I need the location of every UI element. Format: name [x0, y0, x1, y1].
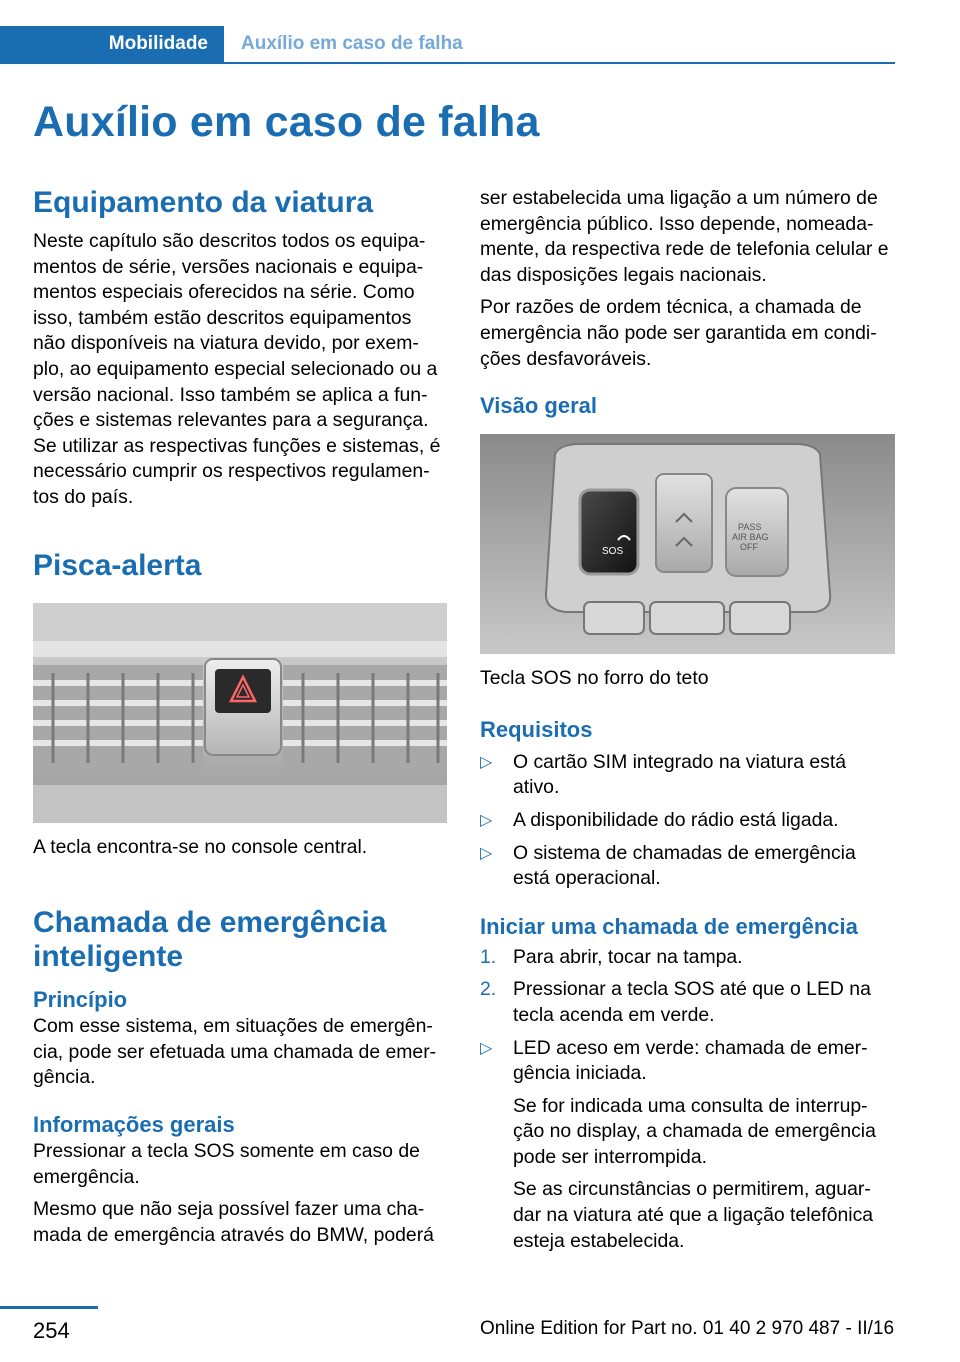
hazard-heading: Pisca-alerta [33, 548, 202, 582]
triangle-right-icon: ▷ [480, 1039, 493, 1057]
requirements-heading: Requisitos [480, 716, 593, 742]
general-info-text-2: Mesmo que não seja possível fazer uma cha-mada de emergência através do BMW, poderá [33, 1198, 434, 1246]
list-item: ▷ O sistema de chamadas de emergência está operacional. [480, 841, 856, 890]
technical-reasons-text: Por razões de ordem técnica, a chamada de emergência não pode ser garantida em condi-ções desfavoráveis. [480, 296, 877, 370]
left-column [33, 186, 449, 1248]
triangle-right-icon: ▷ [480, 753, 493, 771]
footer-rule [0, 1306, 98, 1309]
page-number: 254 [33, 1318, 70, 1343]
sos-caption: Tecla SOS no forro do teto [480, 667, 709, 690]
airbag-label-3: OFF [740, 542, 758, 553]
steps-list [480, 945, 896, 1029]
list-item: ▷ A disponibilidade do rádio está ligada. [480, 808, 896, 834]
list-item: 1. Para abrir, tocar na tampa. [480, 945, 743, 968]
hazard-switch-figure [33, 603, 447, 823]
right-column [480, 186, 896, 1261]
hazard-switch-illustration [33, 603, 447, 823]
page-title: Auxílio em caso de falha [33, 98, 540, 146]
list-item: ▷ O cartão SIM integrado na viatura está ativo. [480, 750, 847, 799]
sos-label: SOS [602, 546, 624, 558]
led-item-text: LED aceso em verde: chamada de emer-gência iniciada. [513, 1036, 868, 1085]
start-call-heading: Iniciar uma chamada de emergência [480, 913, 858, 939]
led-sub-text-2: Se as circunstâncias o permitirem, aguar-dar na viatura até que a ligação telefônica esteja estabelecida. [513, 1178, 874, 1252]
list-item [480, 1036, 896, 1255]
equipment-heading: Equipamento da viatura [33, 186, 374, 219]
header-section-tab: Mobilidade [0, 26, 224, 62]
list-item: 2. Pressionar a tecla SOS até que o LED na tecla acenda em verde. [480, 978, 871, 1026]
led-list [480, 1036, 896, 1255]
principle-heading: Princípio [33, 987, 128, 1013]
header-chapter-tab: Auxílio em caso de falha [241, 33, 463, 54]
equipment-text: Neste capítulo são descritos todos os equipa-mentos de série, versões nacionais e equipa-mentos especiais oferecidos na série. Como isso, também estão descritos equipamentos não disponíveis na viatura devido, por exem-plo, ao equipamento especial selecionado ou a versão nacional. Isso também se aplica a fun-ções e sistemas relevantes para a segurança. Se utilizar as respectivas funções e sistemas, é necessário cumprir os respectivos regulamen-tos do país. [33, 230, 441, 508]
edition-note: Online Edition for Part no. 01 40 2 970 487 - II/16 [480, 1318, 895, 1339]
triangle-right-icon: ▷ [480, 811, 493, 829]
emergency-call-heading: Chamada de emergência inteligente [33, 906, 387, 974]
sos-button-illustration [480, 434, 895, 654]
running-header [0, 26, 895, 64]
general-info-heading: Informações gerais [33, 1111, 235, 1137]
sos-button-figure [480, 434, 895, 654]
overview-heading: Visão geral [480, 393, 597, 419]
triangle-right-icon: ▷ [480, 844, 493, 862]
airbag-label-2: AIR BAG [732, 532, 769, 543]
continued-text: ser estabelecida uma ligação a um número de emergência público. Isso depende, nomeada-mente, da respectiva rede de telefonia celular e das disposições legais nacionais. [480, 187, 889, 286]
principle-text: Com esse sistema, em situações de emergên-cia, pode ser efetuada uma chamada de emer-gência. [33, 1015, 437, 1089]
general-info-text-1: Pressionar a tecla SOS somente em caso de emergência. [33, 1139, 420, 1188]
airbag-label-1: PASS [738, 522, 762, 533]
requirements-list [480, 750, 896, 892]
hazard-caption: A tecla encontra-se no console central. [33, 835, 368, 858]
led-sub-text-1: Se for indicada uma consulta de interrup-ção no display, a chamada de emergência pode ser interrompida. [513, 1094, 876, 1168]
